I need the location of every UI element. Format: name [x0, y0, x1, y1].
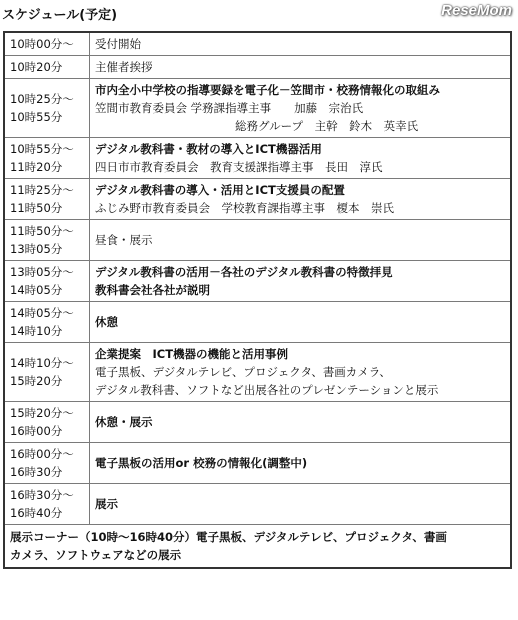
time-cell	[4, 261, 90, 302]
time-text: 11時50分	[10, 201, 63, 215]
time-text: 16時30分～	[10, 488, 74, 502]
time-text: 10時55分	[10, 110, 63, 124]
time-cell	[4, 443, 90, 484]
exhibit-corner-text: 展示コーナー（10時～16時40分）電子黒板、デジタルテレビ、プロジェクタ、書画	[10, 530, 447, 544]
time-text: 16時00分	[10, 424, 63, 438]
time-text: 15時20分	[10, 374, 63, 388]
schedule-row	[4, 138, 511, 179]
description-text: 休憩・展示	[95, 415, 153, 429]
time-text: 10時20分	[10, 60, 63, 74]
description-cell	[90, 343, 512, 402]
description-text: 電子黒板、デジタルテレビ、プロジェクタ、書画カメラ、	[95, 365, 391, 379]
time-text: 14時10分	[10, 324, 63, 338]
schedule-row	[4, 343, 511, 402]
description-cell	[90, 56, 512, 79]
schedule-row	[4, 484, 511, 525]
description-cell	[90, 79, 512, 138]
description-text: 総務グループ 主幹 鈴木 英幸氏	[235, 119, 419, 133]
schedule-row	[4, 179, 511, 220]
description-text: 市内全小中学校の指導要録を電子化－笠間市・校務情報化の取組み	[95, 83, 440, 97]
description-text: 電子黒板の活用or 校務の情報化(調整中)	[95, 456, 308, 470]
description-text: 展示	[95, 497, 118, 511]
description-text: 昼食・展示	[95, 233, 153, 247]
description-text: 受付開始	[95, 37, 141, 51]
time-cell	[4, 220, 90, 261]
description-text: 主催者挨拶	[95, 60, 153, 74]
schedule-row	[4, 443, 511, 484]
description-text: 四日市市教育委員会 教育支援課指導主事 長田 淳氏	[95, 160, 383, 174]
schedule-row	[4, 302, 511, 343]
schedule-row	[4, 79, 511, 138]
description-cell	[90, 484, 512, 525]
time-cell	[4, 56, 90, 79]
time-text: 11時20分	[10, 160, 63, 174]
description-text: 企業提案 ICT機器の機能と活用事例	[95, 347, 289, 361]
description-cell	[90, 179, 512, 220]
time-text: 16時00分～	[10, 447, 74, 461]
time-cell	[4, 32, 90, 56]
description-text: デジタル教科書・教材の導入とICT機器活用	[95, 142, 322, 156]
time-text: 14時05分～	[10, 306, 74, 320]
exhibit-corner-cell	[4, 525, 511, 569]
description-text: ふじみ野市教育委員会 学校教育課指導主事 榎本 崇氏	[95, 201, 394, 215]
schedule-row	[4, 56, 511, 79]
time-text: 14時10分～	[10, 356, 74, 370]
description-cell	[90, 220, 512, 261]
schedule-row	[4, 261, 511, 302]
time-text: 10時55分～	[10, 142, 74, 156]
time-cell	[4, 138, 90, 179]
schedule-row	[4, 402, 511, 443]
time-cell	[4, 402, 90, 443]
description-cell	[90, 261, 512, 302]
time-cell	[4, 179, 90, 220]
time-text: 11時50分～	[10, 224, 74, 238]
time-cell	[4, 343, 90, 402]
time-text: 13時05分	[10, 242, 63, 256]
description-cell	[90, 32, 512, 56]
description-cell	[90, 302, 512, 343]
description-text: 教科書会社各社が説明	[95, 283, 210, 297]
time-text: 13時05分～	[10, 265, 74, 279]
time-text: 10時25分～	[10, 92, 74, 106]
time-text: 16時40分	[10, 506, 63, 520]
description-text: デジタル教科書の活用－各社のデジタル教科書の特徴拝見	[95, 265, 393, 279]
description-cell	[90, 402, 512, 443]
time-text: 15時20分～	[10, 406, 74, 420]
schedule-table	[3, 31, 512, 569]
description-text: 笠間市教育委員会 学務課指導主事 加藤 宗治氏	[95, 101, 364, 115]
description-text: デジタル教科書の導入・活用とICT支援員の配置	[95, 183, 345, 197]
exhibit-corner-text: カメラ、ソフトウェアなどの展示	[10, 548, 182, 562]
time-cell	[4, 302, 90, 343]
time-text: 16時30分	[10, 465, 63, 479]
time-cell	[4, 484, 90, 525]
description-cell	[90, 138, 512, 179]
time-cell	[4, 79, 90, 138]
description-text: デジタル教科書、ソフトなど出展各社のプレゼンテーションと展示	[95, 383, 439, 397]
schedule-row	[4, 220, 511, 261]
site-logo-watermark: ReseMom	[441, 2, 512, 19]
description-text: 休憩	[95, 315, 118, 329]
description-cell	[90, 443, 512, 484]
time-text: 14時05分	[10, 283, 63, 297]
page-title: スケジュール(予定)	[2, 8, 118, 23]
time-text: 11時25分～	[10, 183, 74, 197]
time-text: 10時00分～	[10, 37, 74, 51]
exhibit-corner-row	[4, 525, 511, 569]
schedule-row	[4, 32, 511, 56]
